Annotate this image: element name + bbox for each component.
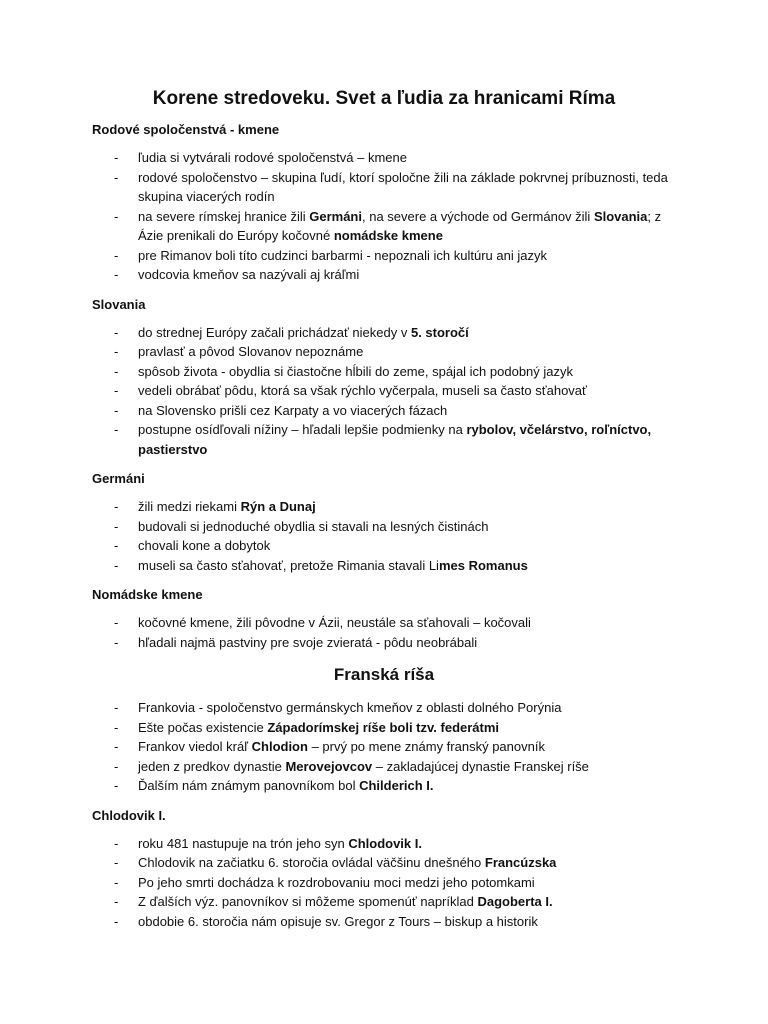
- list-item: [92, 401, 676, 421]
- text: vedeli obrábať pôdu, ktorá sa však rýchlo vyčerpala, museli sa často sťahovať: [138, 383, 587, 398]
- text: pre Rimanov boli títo cudzinci barbarmi - nepoznali ich kultúru ani jazyk: [138, 247, 547, 263]
- list-item: [92, 853, 676, 873]
- bullet-dash: -: [114, 150, 119, 165]
- text: Ďalším nám známym panovníkom bol: [138, 778, 360, 793]
- text: – zakladajúcej dynastie Franskej ríše: [372, 758, 589, 774]
- text: žili medzi riekami: [138, 499, 241, 514]
- text: Po jeho smrti dochádza k rozdrobovaniu moci medzi jeho potomkami: [138, 874, 535, 890]
- bullet-dash: -: [114, 324, 119, 340]
- chlodovik-list: [92, 834, 676, 932]
- list-item: [92, 556, 676, 576]
- list-item: [92, 613, 676, 633]
- bullet-dash: -: [114, 719, 119, 735]
- bullet-dash: -: [114, 615, 119, 630]
- list-item: [92, 912, 676, 932]
- text: do strednej Európy začali prichádzať niekedy v: [138, 324, 411, 340]
- bullet-list: [92, 148, 676, 285]
- list-item: [92, 420, 676, 459]
- bullet-dash: -: [114, 169, 119, 185]
- section-heading: Nomádske kmene: [92, 587, 203, 602]
- list-item: [92, 497, 676, 517]
- bullet-dash: -: [114, 538, 119, 553]
- text: kočovné kmene, žili pôvodne v Ázii, neustále sa sťahovali – kočovali: [138, 615, 531, 630]
- bold-text: rybolov, včelárstvo, roľníctvo, pastierstvo: [138, 422, 652, 457]
- list-item: [92, 633, 676, 653]
- bullet-list: [92, 497, 676, 575]
- page-title: Korene stredoveku. Svet a ľudia za hranicami Ríma: [152, 88, 616, 109]
- list-item: [92, 517, 676, 537]
- list-item: [92, 776, 676, 796]
- text: Frankov viedol kráľ: [138, 739, 252, 754]
- list-item: [92, 246, 676, 266]
- bullet-dash: -: [114, 874, 119, 890]
- text: ; z Ázie prenikali do Európy kočovné: [138, 208, 662, 243]
- text: jeden z predkov dynastie: [138, 758, 286, 774]
- bold-text: Chlodovik I.: [348, 835, 422, 851]
- bold-text: Francúzska: [484, 855, 557, 870]
- bold-text: Slovania: [593, 208, 648, 224]
- list-item: [92, 834, 676, 854]
- list-item: [92, 362, 676, 382]
- bullet-dash: -: [114, 758, 119, 774]
- text: postupne osídľovali nížiny – hľadali lepšie podmienky na: [138, 422, 467, 437]
- list-item: [92, 265, 676, 285]
- text: pravlasť a pôvod Slovanov nepoznáme: [138, 344, 364, 359]
- bold-text: Chlodion: [251, 739, 308, 754]
- bullet-dash: -: [114, 739, 119, 754]
- bold-text: Merovejovcov: [285, 758, 373, 774]
- text: Chlodovik na začiatku 6. storočia ovládal väčšinu dnešného: [138, 855, 485, 870]
- list-item: [92, 892, 676, 912]
- bullet-dash: -: [114, 422, 119, 437]
- bullet-dash: -: [114, 894, 119, 909]
- text: Ešte počas existencie: [138, 719, 268, 735]
- text: vodcovia kmeňov sa nazývali aj kráľmi: [138, 267, 360, 282]
- bullet-dash: -: [114, 700, 119, 715]
- bold-text: Dagoberta I.: [477, 894, 553, 909]
- bold-text: Západorímskej ríše boli tzv. federátmi: [267, 719, 500, 735]
- list-item: [92, 757, 676, 777]
- bullet-dash: -: [114, 557, 119, 573]
- list-item: [92, 737, 676, 757]
- list-item: [92, 718, 676, 738]
- list-item: [92, 342, 676, 362]
- franks-list: [92, 698, 676, 796]
- text: hľadali najmä pastviny pre svoje zvieratá - pôdu neobrábali: [138, 634, 478, 650]
- section-heading: Slovania: [92, 296, 146, 312]
- bullet-dash: -: [114, 778, 119, 793]
- text: rodové spoločenstvo – skupina ľudí, ktorí spoločne žili na základe pokrvnej príbuznosti, teda skupina viacerých rodín: [138, 169, 668, 204]
- bold-text: mes Romanus: [438, 557, 528, 573]
- text: Z ďalších výz. panovníkov si môžeme spomenúť napríklad: [138, 894, 478, 909]
- bold-text: Germáni: [309, 208, 362, 224]
- sections-container: [92, 120, 676, 652]
- list-item: [92, 148, 676, 168]
- bold-text: 5. storočí: [410, 324, 469, 340]
- bullet-dash: -: [114, 518, 119, 534]
- list-item: [92, 381, 676, 401]
- list-item: [92, 873, 676, 893]
- list-item: [92, 536, 676, 556]
- section-title-franska-risa: Franská ríša: [333, 665, 435, 684]
- text: – prvý po mene známy franský panovník: [307, 739, 545, 754]
- text: chovali kone a dobytok: [138, 538, 271, 553]
- text: na severe rímskej hranice žili: [138, 208, 310, 224]
- bullet-dash: -: [114, 634, 119, 650]
- bullet-dash: -: [114, 247, 119, 263]
- bold-text: nomádske kmene: [333, 228, 443, 243]
- bullet-dash: -: [114, 402, 119, 418]
- list-item: [92, 168, 676, 207]
- list-item: [92, 698, 676, 718]
- bullet-dash: -: [114, 363, 119, 379]
- bold-text: Rýn a Dunaj: [240, 499, 316, 514]
- list-item: [92, 323, 676, 343]
- bullet-dash: -: [114, 344, 119, 359]
- text: obdobie 6. storočia nám opisuje sv. Gregor z Tours – biskup a historik: [138, 913, 538, 929]
- text: na Slovensko prišli cez Karpaty a vo viacerých fázach: [138, 402, 448, 418]
- text: budovali si jednoduché obydlia si stavali na lesných čistinách: [138, 518, 489, 534]
- bullet-dash: -: [114, 383, 119, 398]
- text: , na severe a východe od Germánov žili: [361, 208, 594, 224]
- bullet-dash: -: [114, 855, 119, 870]
- text: museli sa často sťahovať, pretože Rimania stavali Li: [138, 557, 439, 573]
- list-item: [92, 207, 676, 246]
- bullet-list: [92, 613, 676, 652]
- text: roku 481 nastupuje na trón jeho syn: [138, 835, 349, 851]
- bullet-dash: -: [114, 267, 119, 282]
- section-heading-chlodovik: Chlodovik I.: [92, 807, 166, 823]
- text: ľudia si vytvárali rodové spoločenstvá – kmene: [138, 150, 407, 165]
- bullet-dash: -: [114, 913, 119, 929]
- bullet-list: [92, 323, 676, 460]
- section-heading: Rodové spoločenstvá - kmene: [92, 122, 280, 137]
- text: Frankovia - spoločenstvo germánskych kmeňov z oblasti dolného Porýnia: [138, 700, 562, 715]
- bold-text: Childerich I.: [359, 778, 434, 793]
- text: spôsob života - obydlia si čiastočne hĺbili do zeme, spájal ich podobný jazyk: [138, 363, 574, 379]
- bullet-dash: -: [114, 208, 119, 224]
- bullet-dash: -: [114, 499, 119, 514]
- section-heading: Germáni: [92, 471, 145, 486]
- bullet-dash: -: [114, 835, 119, 851]
